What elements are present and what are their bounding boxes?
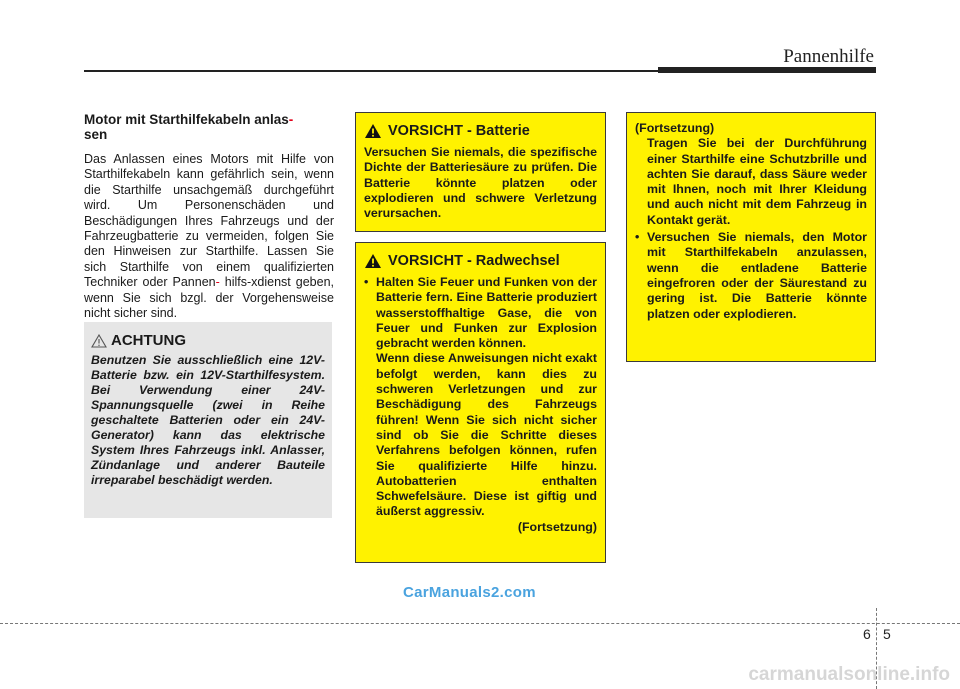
caution-radwechsel-title: VORSICHT - Radwechsel <box>388 253 560 269</box>
footer-rule <box>0 623 960 624</box>
continued-label: (Fortsetzung) <box>635 121 715 135</box>
caution-continued-bullet-text: Versuchen Sie niemals, den Motor mit Starthilfekabeln anzulassen, wenn die entladene Batterie eingefroren oder der Säurestand zu gering ist. Die Batterie könnte platzen oder explodieren. <box>647 230 867 321</box>
body-text-1: Das Anlassen eines Motors mit Hilfe von Starthilfekabeln kann gefährlich sein, wenn die Starthilfe unsachgemäß durchgeführt wird. Um Personenschäden und Beschädigungen Ihres Fahrzeugs und der Fahrzeugbatterie zu vermeiden, folgen Sie den Hinweisen zur Starthilfe. Lassen Sie sich Starthilfe von einem qualifizierten Techniker oder Pannen <box>84 152 334 290</box>
caution-battery-header <box>364 123 597 139</box>
body-text-2: hilfs-xdienst geben, wenn Sie sich bzgl. der Vorgehensweise nicht sicher sind. <box>84 275 335 321</box>
caution-battery-text: Versuchen Sie niemals, die spezifische Dichte der Batteriesäure zu prüfen. Die Batterie könnte platzen oder explodieren und schwere Verletzung verursachen. <box>364 145 597 221</box>
caution-continued-para: Tragen Sie bei der Durchführung einer Starthilfe eine Schutzbrille und achten Sie darauf, dass Säure weder mit Ihnen, noch mit Ihrer Kleidung und auch nicht mit dem Fahrzeug in Kontakt gerät. <box>647 136 867 227</box>
page-number: 5 <box>883 626 891 642</box>
heading-text-1: Motor mit Starthilfekabeln anlas <box>84 112 289 127</box>
achtung-header <box>91 332 325 349</box>
watermark-bottom: carmanualsonline.info <box>748 664 950 685</box>
achtung-title: ACHTUNG <box>111 332 186 349</box>
warning-triangle-icon <box>364 123 382 139</box>
chapter-number: 6 <box>863 626 871 642</box>
section-body <box>84 152 334 321</box>
page-header-title: Pannenhilfe <box>783 46 874 67</box>
achtung-text: Benutzen Sie ausschließlich eine 12V-Batterie bzw. ein 12V-Starthilfesystem. Bei Verwendung einer 24V-Spannungsquelle (zwei in Reihe geschaltete Batterien oder ein 24V-Generator) kann das elektrische System Ihres Fahrzeugs inkl. Anlasser, Zündanlage und anderer Bauteile irreparabel beschädigt werden. <box>91 353 325 487</box>
warning-triangle-icon <box>364 253 382 269</box>
warning-outline-icon <box>91 334 107 348</box>
caution-continued-box <box>626 112 876 362</box>
header-rule-thick <box>658 67 876 73</box>
section-heading <box>84 112 334 142</box>
bullet-mark: • <box>635 230 640 245</box>
watermark-link[interactable]: CarManuals2.com <box>403 584 536 601</box>
heading-text-2: sen <box>84 127 108 142</box>
caution-battery-box <box>355 112 606 232</box>
heading-hyphen: - <box>288 112 294 127</box>
caution-radwechsel-para: Wenn diese Anweisungen nicht exakt befolgt werden, kann dies zu schweren Verletzungen und zur Beschädigung des Fahrzeugs führen! Wenn Sie sich nicht sicher sind ob Sie die Schritte dieses Verfahrens befolgen können, rufen Sie qualifizierte Hilfe hinzu. Autobatterien enthalten Schwefelsäure. Diese ist giftig und äußerst aggressiv. <box>376 351 597 519</box>
caution-radwechsel-box <box>355 242 606 563</box>
caution-battery-title: VORSICHT - Batterie <box>388 123 530 139</box>
caution-radwechsel-header <box>364 253 597 269</box>
list-item <box>635 230 867 322</box>
achtung-notice <box>84 322 332 518</box>
header-rule-thin <box>84 70 658 72</box>
list-item <box>364 275 597 351</box>
section-jump-start <box>84 112 334 321</box>
bullet-mark: • <box>364 275 369 289</box>
continued-label: (Fortsetzung) <box>517 519 597 534</box>
caution-radwechsel-bullet-text: Halten Sie Feuer und Funken von der Batterie fern. Eine Batterie produziert wasserstoffhaltige Gase, die von Feuer und Funken zur Explosion gebracht werden können. <box>376 275 597 351</box>
body-hyphen: - <box>215 275 220 290</box>
